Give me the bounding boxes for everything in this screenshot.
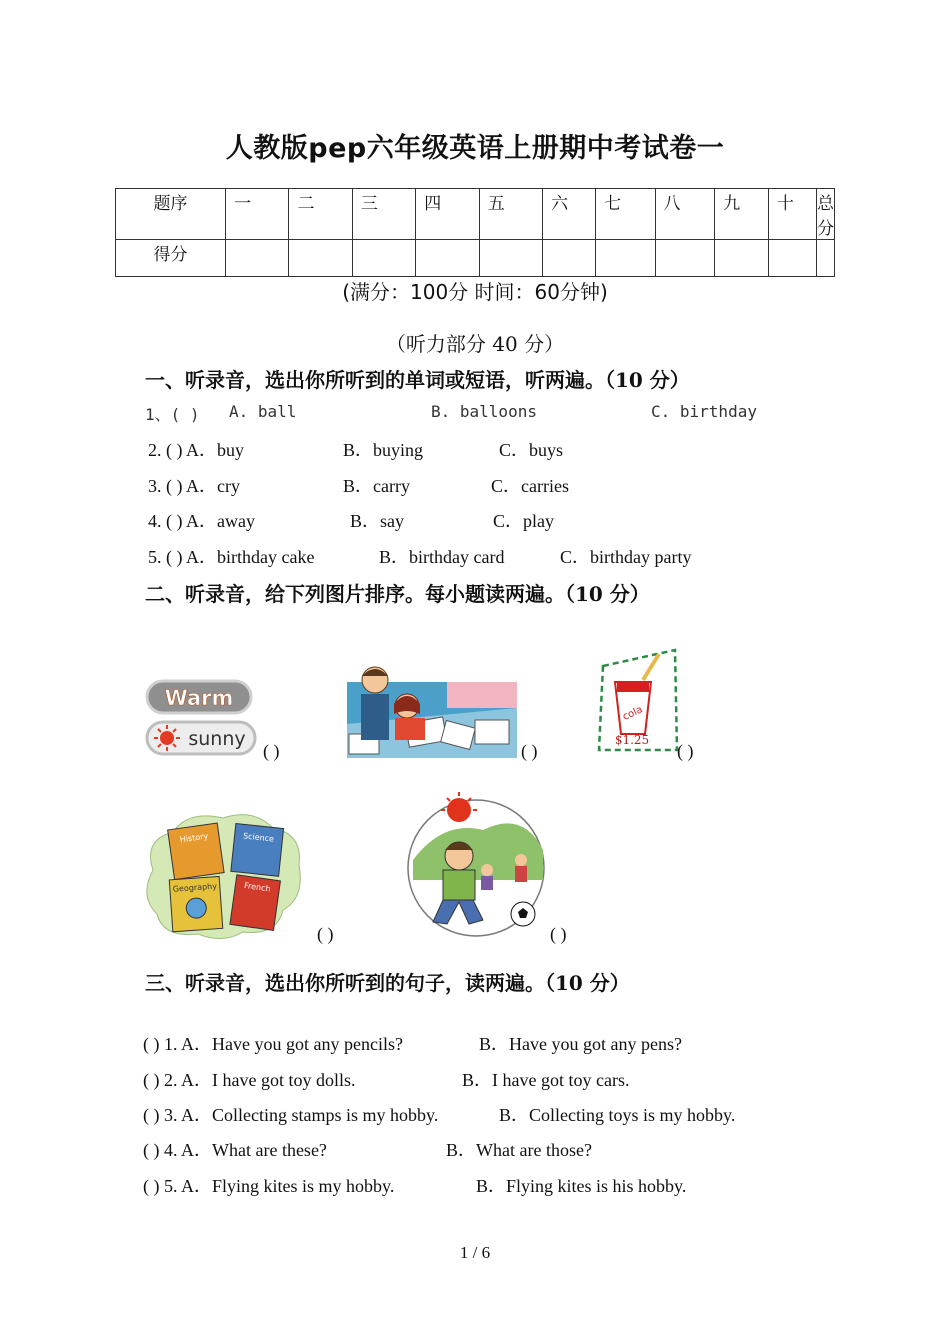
science-book-label: Science xyxy=(242,831,275,844)
table-header-cell: 六 xyxy=(543,189,596,240)
table-header-cell: 二 xyxy=(289,189,352,240)
score-table-score-row xyxy=(116,240,835,277)
s3-q4-option-a: ( ) 4. A．What are these? xyxy=(143,1140,327,1160)
s3-q5-option-b: B．Flying kites is his hobby. xyxy=(476,1176,687,1196)
french-book-label: French xyxy=(243,880,272,894)
s3-q3-option-b: B．Collecting toys is my hobby. xyxy=(499,1105,736,1125)
answer-blank-5[interactable]: ( ) xyxy=(550,924,567,944)
s1-q1-option-b: B. balloons xyxy=(431,402,537,421)
score-cell[interactable] xyxy=(543,240,596,277)
s1-q2-option-c: C．buys xyxy=(499,440,564,460)
table-header-cell: 四 xyxy=(416,189,479,240)
score-cell[interactable] xyxy=(352,240,415,277)
page-title: 人教版pep六年级英语上册期中考试卷一 xyxy=(225,133,725,164)
sun-icon xyxy=(160,731,174,745)
s3-q2-option-b: B．I have got toy cars. xyxy=(462,1070,630,1090)
table-row-label: 得分 xyxy=(116,240,226,277)
score-cell[interactable] xyxy=(289,240,352,277)
score-table xyxy=(115,188,835,277)
kids-drawing-image xyxy=(347,664,517,758)
table-header-cell: 三 xyxy=(352,189,415,240)
section1-heading: 一、听录音，选出你所听到的单词或短语，听两遍。（10 分） xyxy=(145,368,690,392)
cola-coupon-image xyxy=(595,646,681,756)
s1-q2-option-b: B．buying xyxy=(343,440,424,460)
s1-q4-option-a: 4. ( ) A．away xyxy=(148,511,255,531)
s3-q1-option-b: B．Have you got any pens? xyxy=(479,1034,682,1054)
s1-q2-option-a: 2. ( ) A．buy xyxy=(148,440,244,460)
answer-blank-2[interactable]: ( ) xyxy=(521,741,538,761)
sunny-label: sunny xyxy=(188,728,246,750)
table-header-cell: 十 xyxy=(768,189,816,240)
score-cell[interactable] xyxy=(655,240,715,277)
table-header-cell: 七 xyxy=(595,189,655,240)
s1-q1-option-c: C. birthday xyxy=(651,402,757,421)
section3-heading: 三、听录音，选出你所听到的句子，读两遍。（10 分） xyxy=(145,971,630,995)
cola-label: cola xyxy=(621,704,645,723)
score-cell[interactable] xyxy=(416,240,479,277)
s3-q2-option-a: ( ) 2. A．I have got toy dolls. xyxy=(143,1070,356,1090)
table-header-cell: 一 xyxy=(226,189,289,240)
score-cell[interactable] xyxy=(817,240,835,277)
score-cell[interactable] xyxy=(479,240,542,277)
score-cell[interactable] xyxy=(226,240,289,277)
s1-q5-option-b: B．birthday card xyxy=(379,547,505,567)
score-cell[interactable] xyxy=(595,240,655,277)
s3-q4-option-b: B．What are those? xyxy=(446,1140,592,1160)
s1-q3-option-a: 3. ( ) A．cry xyxy=(148,476,240,496)
price-label: $1.25 xyxy=(614,733,650,747)
section2-heading: 二、听录音，给下列图片排序。每小题读两遍。（10 分） xyxy=(145,582,650,606)
table-header-cell: 八 xyxy=(655,189,715,240)
s1-q1-option-a: A. ball xyxy=(229,402,297,421)
s3-q5-option-a: ( ) 5. A．Flying kites is my hobby. xyxy=(143,1176,395,1196)
s1-q4-option-b: B．say xyxy=(350,511,404,531)
history-book-label: History xyxy=(179,831,209,845)
s3-q1-option-a: ( ) 1. A．Have you got any pencils? xyxy=(143,1034,403,1054)
score-table-header-row xyxy=(116,189,835,240)
table-header-cell: 题序 xyxy=(116,189,226,240)
table-header-cell: 五 xyxy=(479,189,542,240)
answer-blank-4[interactable]: ( ) xyxy=(317,924,334,944)
geography-book-label: Geography xyxy=(172,881,218,894)
s3-q3-option-a: ( ) 3. A．Collecting stamps is my hobby. xyxy=(143,1105,439,1125)
listening-part-label: （听力部分 40 分） xyxy=(385,332,565,356)
table-header-cell: 总分 xyxy=(817,189,835,240)
weather-labels-image xyxy=(145,678,260,758)
page-number: 1 / 6 xyxy=(459,1243,491,1262)
table-header-cell: 九 xyxy=(715,189,769,240)
exam-meta: (满分：100分 时间：60分钟) xyxy=(342,280,608,304)
subject-books-image xyxy=(143,810,303,940)
s1-q5-option-c: C．birthday party xyxy=(560,547,692,567)
score-cell[interactable] xyxy=(768,240,816,277)
s1-q5-option-a: 5. ( ) A．birthday cake xyxy=(148,547,315,567)
football-boy-image xyxy=(403,790,549,940)
sun-icon xyxy=(447,798,471,822)
score-cell[interactable] xyxy=(715,240,769,277)
answer-blank-3[interactable]: ( ) xyxy=(677,741,694,761)
s1-q3-option-b: B．carry xyxy=(343,476,410,496)
warm-label: Warm xyxy=(164,686,234,710)
s1-q1-number: 1、( ) xyxy=(145,405,200,424)
answer-blank-1[interactable]: ( ) xyxy=(263,741,280,761)
s1-q4-option-c: C．play xyxy=(493,511,554,531)
s1-q3-option-c: C．carries xyxy=(491,476,569,496)
